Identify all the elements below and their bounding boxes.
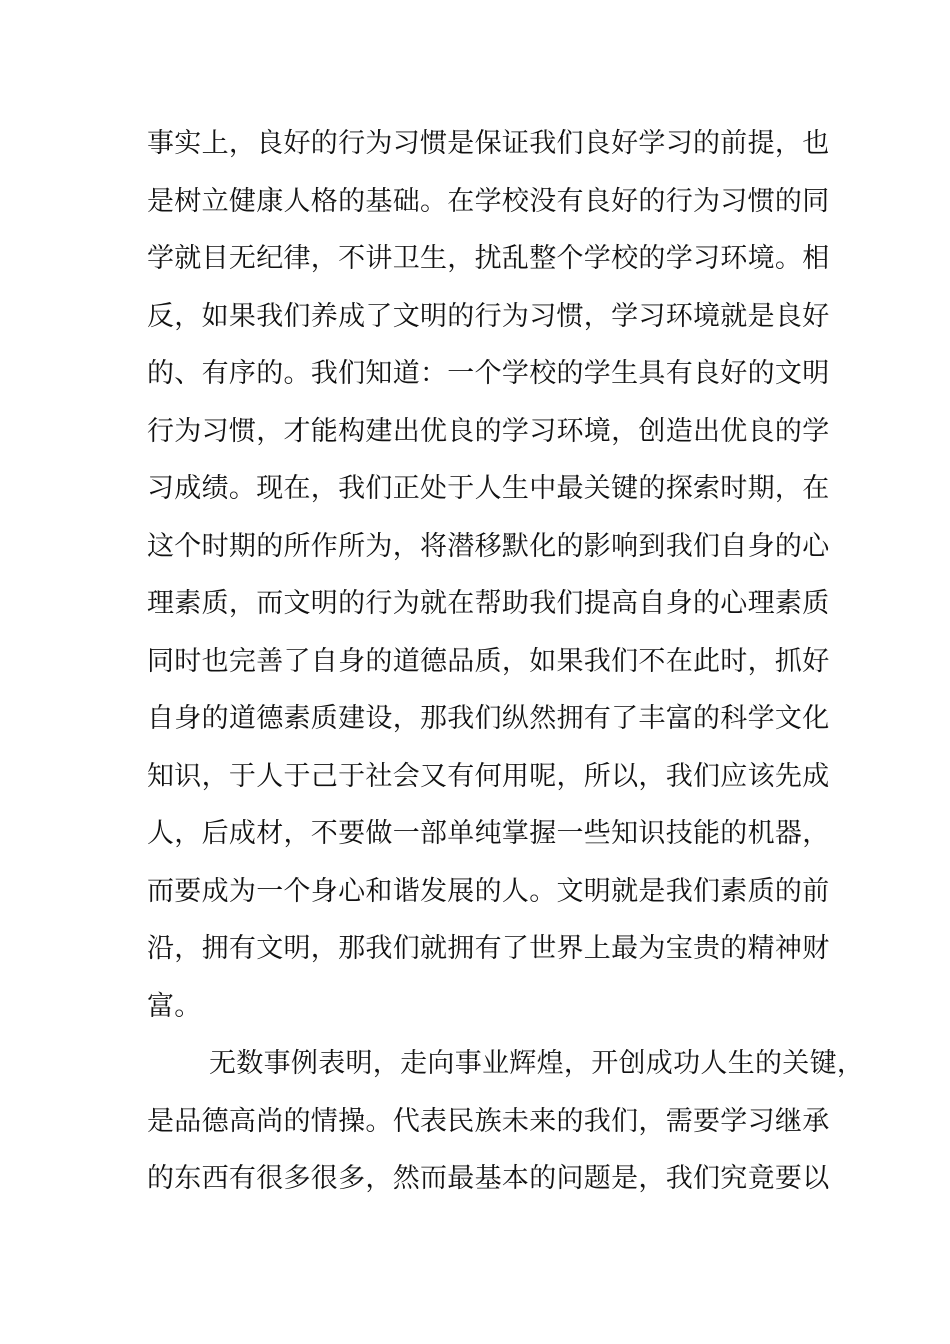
text-line: 沿，拥有文明，那我们就拥有了世界上最为宝贵的精神财 bbox=[147, 933, 830, 964]
body-text bbox=[147, 121, 865, 1214]
text-line: 反，如果我们养成了文明的行为习惯，学习环境就是良好 bbox=[147, 300, 830, 332]
text-line: 富。 bbox=[147, 990, 202, 1022]
text-line: 而要成为一个身心和谐发展的人。文明就是我们素质的前 bbox=[147, 875, 830, 907]
text-line: 是品德高尚的情操。代表民族未来的我们，需要学习继承 bbox=[147, 1105, 830, 1137]
text-line: 是树立健康人格的基础。在学校没有良好的行为习惯的同 bbox=[147, 185, 830, 217]
text-line: 人，后成材，不要做一部单纯掌握一些知识技能的机器， bbox=[147, 818, 830, 849]
text-line: 这个时期的所作所为，将潜移默化的影响到我们自身的心 bbox=[147, 530, 830, 562]
text-line: 理素质，而文明的行为就在帮助我们提高自身的心理素质 bbox=[147, 588, 830, 619]
text-line: 知识，于人于己于社会又有何用呢，所以，我们应该先成 bbox=[147, 760, 830, 792]
text-line: 自身的道德素质建设，那我们纵然拥有了丰富的科学文化 bbox=[147, 703, 830, 734]
text-line: 学就目无纪律，不讲卫生，扰乱整个学校的学习环境。相 bbox=[147, 243, 830, 274]
paragraph-start-line: 无数事例表明，走向事业辉煌，开创成功人生的关键， bbox=[209, 1048, 865, 1079]
text-line: 的东西有很多很多，然而最基本的问题是，我们究竟要以 bbox=[147, 1163, 830, 1194]
text-line: 的、有序的。我们知道：一个学校的学生具有良好的文明 bbox=[147, 358, 830, 389]
text-line: 习成绩。现在，我们正处于人生中最关键的探索时期，在 bbox=[147, 473, 830, 504]
text-line: 行为习惯，才能构建出优良的学习环境，创造出优良的学 bbox=[147, 415, 830, 447]
text-line: 事实上，良好的行为习惯是保证我们良好学习的前提，也 bbox=[147, 128, 830, 159]
text-line: 同时也完善了自身的道德品质，如果我们不在此时，抓好 bbox=[147, 645, 830, 677]
